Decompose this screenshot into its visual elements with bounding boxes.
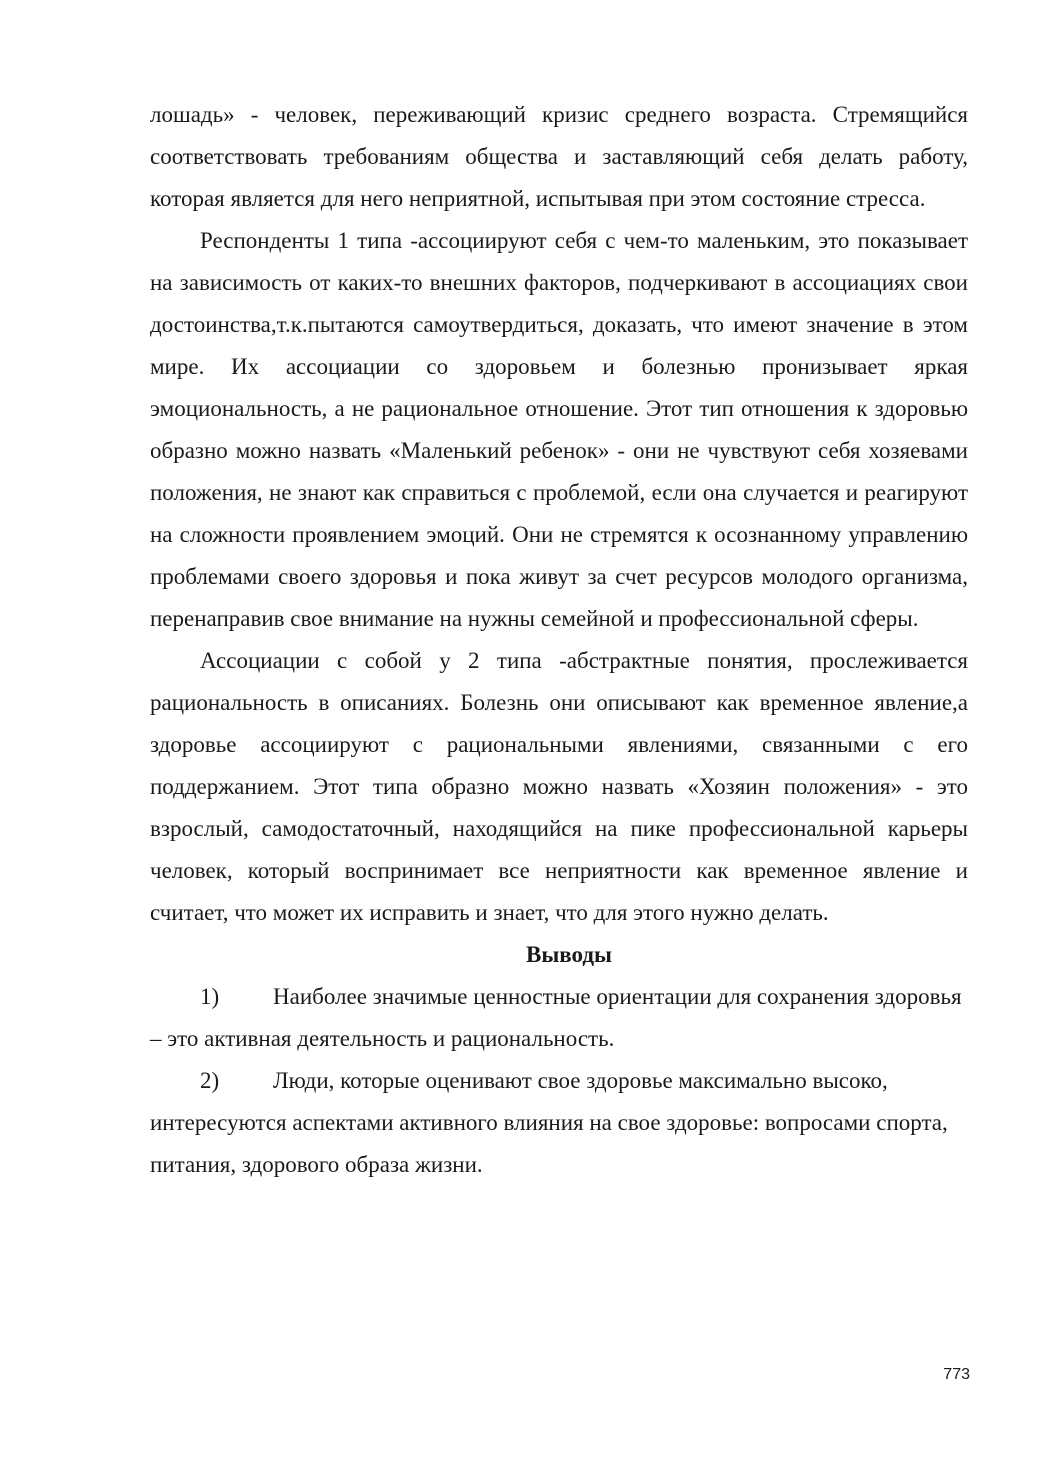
- conclusion-text: Люди, которые оценивают свое здоровье максимально высоко, интересуются аспектами активного влияния на свое здоровье: вопросами спорта, питания, здорового образа жизни.: [150, 1068, 948, 1177]
- document-page: [150, 94, 968, 1186]
- paragraph-continuation: лошадь» - человек, переживающий кризис среднего возраста. Стремящийся соответствовать требованиям общества и заставляющий себя делать работу, которая является для него неприятной, испытывая при этом состояние стресса.: [150, 102, 968, 211]
- page-number: 773: [943, 1366, 970, 1383]
- conclusion-number: 1): [200, 984, 220, 1009]
- conclusion-text: Наиболее значимые ценностные ориентации для сохранения здоровья – это активная деятельность и рациональность.: [150, 984, 962, 1051]
- conclusion-item-2: [150, 1060, 968, 1186]
- paragraph-type-2: Ассоциации с собой у 2 типа -абстрактные понятия, прослеживается рациональность в описаниях. Болезнь они описывают как временное явление,а здоровье ассоциируют с рациональными явлениями, связанными с его поддержанием. Этот типа образно можно назвать «Хозяин положения» - это взрослый, самодостаточный, находящийся на пике профессиональной карьеры человек, который воспринимает все неприятности как временное явление и считает, что может их исправить и знает, что для этого нужно делать.: [150, 648, 968, 925]
- conclusion-number: 2): [200, 1068, 220, 1093]
- conclusion-item-1: [150, 976, 968, 1060]
- paragraph-type-1: Респонденты 1 типа -ассоциируют себя с чем-то маленьким, это показывает на зависимость от каких-то внешних факторов, подчеркивают в ассоциациях свои достоинства,т.к.пытаются самоутвердиться, доказать, что имеют значение в этом мире. Их ассоциации со здоровьем и болезнью пронизывает яркая эмоциональность, а не рациональное отношение. Этот тип отношения к здоровью образно можно назвать «Маленький ребенок» - они не чувствуют себя хозяевами положения, не знают как справиться с проблемой, если она случается и реагируют на сложности проявлением эмоций. Они не стремятся к осознанному управлению проблемами своего здоровья и пока живут за счет ресурсов молодого организма, перенаправив свое внимание на нужны семейной и профессиональной сферы.: [150, 228, 968, 631]
- conclusions-heading: Выводы: [526, 942, 612, 967]
